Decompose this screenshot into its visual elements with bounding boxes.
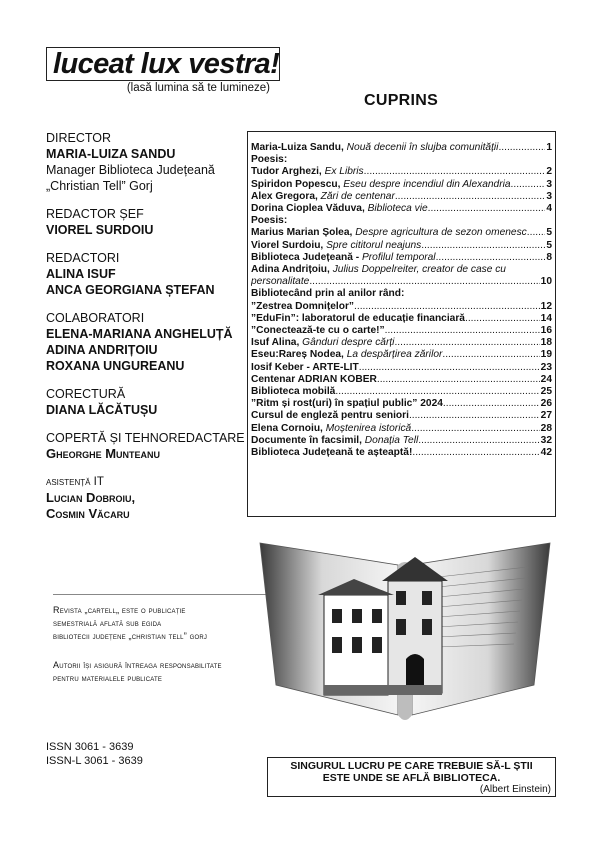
toc-lines <box>251 142 552 459</box>
notice-line: Revista „cartell„ este o publicație <box>53 605 186 615</box>
notice-line: bibliotecii județene „christian tell” gorj <box>53 631 208 641</box>
toc-page-number: 32 <box>540 434 552 446</box>
toc-leader-dots <box>359 362 540 374</box>
toc-entry-title: Eseu despre incendiul din Alexandria <box>343 178 511 190</box>
toc-leader-dots <box>394 337 539 349</box>
toc-section-label: Bibliotecând prin al anilor rând: <box>251 288 405 300</box>
table-of-contents <box>247 131 556 517</box>
toc-entry-title: Profilul temporal <box>361 251 436 263</box>
staff-role: COPERTĂ ȘI TEHNOREDACTARE <box>46 431 245 445</box>
notice-line: semestrială aflată sub egida <box>53 618 162 628</box>
toc-leader-dots <box>409 410 540 422</box>
toc-entry-author: Adina Andrițoiu, <box>251 264 333 276</box>
toc-section-heading <box>251 215 552 227</box>
toc-entry <box>251 313 552 325</box>
notice-line: pentru materialele publicate <box>53 673 163 683</box>
masthead-title: luceat lux vestra! <box>53 48 280 80</box>
staff-note: Manager Biblioteca Județeană <box>46 163 215 177</box>
toc-entry-author: Dorina Cioplea Văduva, <box>251 203 368 215</box>
toc-page-number: 3 <box>546 190 552 202</box>
toc-entry-author: Spiridon Popescu, <box>251 178 344 190</box>
toc-entry-author: ”EduFin”: laboratorul de educație financiară <box>251 312 465 324</box>
toc-section-heading <box>251 288 552 300</box>
masthead <box>46 47 280 95</box>
toc-page-number: 24 <box>540 373 552 385</box>
toc-entry-title: Despre agricultura de sezon omenesc <box>355 227 527 239</box>
toc-entry-title: Ex Libris <box>324 166 364 178</box>
staff-name: DIANA LĂCĂTUȘU <box>46 403 158 417</box>
toc-entry-author: Isuf Alina, <box>251 337 303 349</box>
toc-leader-dots <box>498 142 545 154</box>
toc-leader-dots <box>395 191 545 203</box>
toc-page-number: 8 <box>546 251 552 263</box>
staff-name: MARIA-LUIZA SANDU <box>46 147 176 161</box>
toc-entry <box>251 264 552 276</box>
toc-entry <box>251 447 552 459</box>
toc-leader-dots <box>412 447 539 459</box>
toc-entry <box>251 179 552 191</box>
toc-entry-title: Donația Tell <box>364 434 419 446</box>
toc-entry <box>251 142 552 154</box>
toc-entry <box>251 252 552 264</box>
toc-entry <box>251 191 552 203</box>
quote-line: ESTE UNDE SE AFLĂ BIBLIOTECA. <box>322 772 501 784</box>
toc-leader-dots <box>527 227 546 239</box>
toc-entry <box>251 166 552 178</box>
staff-note: „Christian Tell” Gorj <box>46 179 153 193</box>
toc-leader-dots <box>436 252 546 264</box>
staff-name: ANCA GEORGIANA ȘTEFAN <box>46 283 215 297</box>
toc-entry <box>251 410 552 422</box>
toc-entry <box>251 240 552 252</box>
toc-page-number: 4 <box>546 203 552 215</box>
toc-page-number: 28 <box>540 422 552 434</box>
toc-entry-author: Tudor Arghezi, <box>251 166 325 178</box>
toc-entry-title: Gânduri despre cărți <box>302 337 395 349</box>
toc-page-number: 25 <box>540 386 552 398</box>
toc-section-label: Poesis: <box>251 215 288 227</box>
toc-entry <box>251 337 552 349</box>
divider <box>53 594 283 595</box>
staff-name: ADINA ANDRIȚOIU <box>46 343 158 357</box>
toc-page-number: 2 <box>546 166 552 178</box>
toc-page-number: 42 <box>540 447 552 459</box>
toc-page-number: 18 <box>540 337 552 349</box>
staff-name: Gheorghe Munteanu <box>46 446 161 461</box>
toc-entry-author: Alex Gregora, <box>251 190 321 202</box>
toc-entry-title: Moștenirea istorică <box>325 422 412 434</box>
toc-entry-title: Zări de centenar <box>320 190 395 202</box>
toc-page-number: 19 <box>540 349 552 361</box>
issn-l: ISSN-L 3061 - 3639 <box>46 755 143 767</box>
publication-notice <box>53 604 293 643</box>
toc-entry-title: Nouă decenii în slujba comunității <box>346 142 499 153</box>
toc-page-number: 3 <box>546 178 552 190</box>
toc-entry-author: Centenar ADRIAN KÖBER <box>251 373 377 385</box>
toc-entry-author: Biblioteca Județeană - <box>251 251 362 263</box>
toc-entry-title: Julius Doppelreiter, creator de case cu <box>332 264 506 276</box>
toc-entry-author: Biblioteca mobilă <box>251 386 336 398</box>
toc-title: CUPRINS <box>364 92 439 109</box>
toc-page-number: 5 <box>546 227 552 239</box>
toc-leader-dots <box>364 166 546 178</box>
toc-entry-author: Cursul de engleză pentru seniori <box>251 410 409 422</box>
staff-name: Cosmin Văcaru <box>46 506 130 521</box>
toc-leader-dots <box>442 349 539 361</box>
toc-entry <box>251 301 552 313</box>
toc-entry-title: Biblioteca vie <box>367 203 428 215</box>
toc-entry-title: personalitate <box>251 276 310 288</box>
toc-leader-dots <box>421 240 545 252</box>
toc-entry <box>251 386 552 398</box>
staff-name: ROXANA UNGUREANU <box>46 359 185 373</box>
toc-leader-dots <box>377 374 540 386</box>
toc-entry-author: Documente în facsimil, <box>251 434 365 446</box>
toc-page-number: 16 <box>540 325 552 337</box>
toc-entry-author: Maria-Luiza Sandu, <box>251 142 347 153</box>
toc-leader-dots <box>411 423 539 435</box>
quote-line: SINGURUL LUCRU PE CARE TREBUIE SĂ-L ȘTII <box>290 760 533 772</box>
open-book-library-illustration <box>258 535 552 730</box>
toc-leader-dots <box>428 203 546 215</box>
staff-role: COLABORATORI <box>46 311 145 325</box>
toc-leader-dots <box>443 398 540 410</box>
notice-line: Autorii își asigură întreaga responsabilitate <box>53 660 222 670</box>
toc-entry-title: La despărțirea zărilor <box>346 349 443 361</box>
staff-name: ELENA-MARIANA ANGHELUȚĂ <box>46 327 233 341</box>
quote-author: (Albert Einstein) <box>479 784 551 795</box>
toc-page-number: 26 <box>540 398 552 410</box>
toc-entry <box>251 423 552 435</box>
toc-leader-dots <box>335 386 539 398</box>
staff-role: REDACTOR ȘEF <box>46 207 144 221</box>
toc-entry <box>251 325 552 337</box>
staff-name: Lucian Dobroiu, <box>46 490 136 505</box>
toc-entry <box>251 435 552 447</box>
staff-role: CORECTURĂ <box>46 387 126 401</box>
quote-box <box>267 757 556 797</box>
toc-entry <box>251 276 552 288</box>
issn: ISSN 3061 - 3639 <box>46 741 134 753</box>
toc-entry <box>251 374 552 386</box>
toc-entry-author: Marius Marian Șolea, <box>251 227 356 239</box>
toc-entry-title: Spre cititorul neajuns <box>326 239 422 251</box>
toc-entry <box>251 227 552 239</box>
toc-page-number: 23 <box>540 361 552 373</box>
toc-leader-dots <box>418 435 539 447</box>
toc-section-heading <box>251 154 552 166</box>
toc-entry <box>251 349 552 361</box>
toc-entry-author: Viorel Surdoiu, <box>251 239 327 251</box>
staff-name: ALINA ISUF <box>46 267 116 281</box>
staff-role: DIRECTOR <box>46 131 112 145</box>
toc-page-number: 5 <box>546 239 552 251</box>
toc-page-number: 10 <box>540 276 552 288</box>
toc-leader-dots <box>465 313 540 325</box>
toc-leader-dots <box>385 325 540 337</box>
responsibility-notice <box>53 659 293 685</box>
toc-entry-author: Biblioteca Județeană te așteaptă! <box>251 447 413 459</box>
toc-leader-dots <box>309 276 539 288</box>
masthead-frame <box>46 47 280 81</box>
staff-role: asistență IT <box>46 476 104 488</box>
toc-page-number: 1 <box>546 142 552 153</box>
toc-entry <box>251 398 552 410</box>
toc-page-number: 14 <box>540 312 552 324</box>
toc-leader-dots <box>511 179 546 191</box>
toc-section-label: Poesis: <box>251 154 288 166</box>
masthead-subtitle: (lasă lumina să te lumineze) <box>126 82 270 94</box>
toc-page-number: 12 <box>540 300 552 312</box>
toc-leader-dots <box>354 301 540 313</box>
staff-role: REDACTORI <box>46 251 120 265</box>
toc-page-number: 27 <box>540 410 552 422</box>
toc-entry-author: ”Zestrea Domnițelor” <box>251 300 355 312</box>
toc-entry-author: ”Ritm și rost(uri) în spațiul public” 2024 <box>251 398 443 410</box>
toc-entry-author: Eseu:Rareș Nodea, <box>251 349 347 361</box>
issn-block <box>46 740 143 768</box>
toc-entry-author: Iosif Keber - ARTE-LIT <box>251 361 359 373</box>
toc-entry <box>251 203 552 215</box>
toc-entry <box>251 362 552 374</box>
toc-entry-author: Elena Cornoiu, <box>251 422 326 434</box>
toc-entry-author: ”Conectează-te cu o carte!” <box>251 325 385 337</box>
staff-name: VIOREL SURDOIU <box>46 223 154 237</box>
